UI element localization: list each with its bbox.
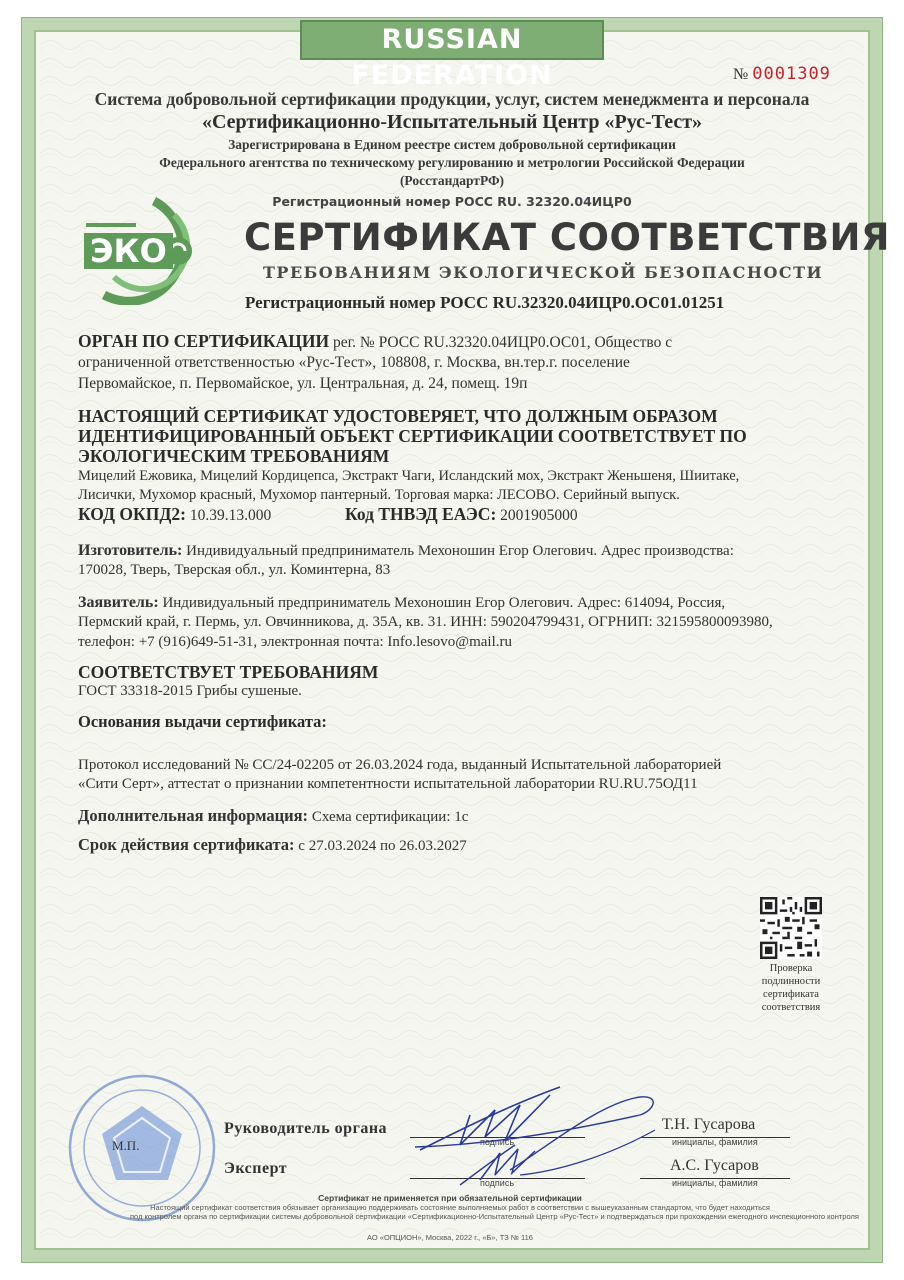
qr-caption-line-2: подлинности	[761, 976, 821, 987]
system-reg-number: Регистрационный номер РОСС RU. 32320.04ИЦР0	[272, 194, 632, 209]
manufacturer-line-1	[78, 540, 734, 562]
products-line-1: Мицелий Ежовика, Мицелий Кордицепса, Экстракт Чаги, Исландский мох, Экстракт Женьшеня, Шиитаке,	[78, 468, 740, 484]
expert-name: А.С. Гусаров	[670, 1157, 759, 1174]
head-sign-caption: подпись	[480, 1137, 515, 1147]
qr-caption-line-3: сертификата	[763, 989, 819, 1000]
applicant-line-1	[78, 592, 725, 614]
organ-label: ОРГАН ПО СЕРТИФИКАЦИИ	[78, 331, 330, 351]
applicant-line-2: Пермский край, г. Пермь, ул. Овчинникова, д. 35А, кв. 31. ИНН: 590204799431, ОГРНИП: 321595800093980,	[78, 614, 773, 630]
handwritten-signatures	[400, 1075, 670, 1195]
okpd-label: КОД ОКПД2:	[78, 504, 186, 524]
applicant-line-3: телефон: +7 (916)649-51-31, электронная почта: Info.lesovo@mail.ru	[78, 634, 513, 650]
okpd-value: 10.39.13.000	[189, 507, 272, 524]
header-rosstandart-line: (РосстандартРФ)	[399, 173, 505, 188]
organ-text-1: рег. № РОСС RU.32320.04ИЦР0.ОС01, Общество с	[332, 334, 673, 351]
header-registry-line: Зарегистрирована в Едином реестре систем добровольной сертификации	[228, 137, 676, 152]
statement-line-3: ЭКОЛОГИЧЕСКИМ ТРЕБОВАНИЯМ	[78, 446, 390, 466]
expert-label: Эксперт	[224, 1160, 288, 1177]
statement-line-1: НАСТОЯЩИЙ СЕРТИФИКАТ УДОСТОВЕРЯЕТ, ЧТО ДОЛЖНЫМ ОБРАЗОМ	[78, 406, 718, 426]
validity-text: с 27.03.2024 по 26.03.2027	[298, 838, 467, 854]
qr-caption	[746, 962, 836, 1014]
additional-text: Схема сертификации: 1с	[311, 809, 469, 825]
official-stamp	[62, 1070, 222, 1225]
validity-label: Срок действия сертификата:	[78, 835, 295, 854]
organ-line-1	[78, 330, 672, 353]
manufacturer-line-2: 170028, Тверь, Тверская обл., ул. Коминтерна, 83	[78, 562, 391, 578]
qr-code[interactable]	[760, 897, 822, 959]
certificate-subtitle: ТРЕБОВАНИЯМ ЭКОЛОГИЧЕСКОЙ БЕЗОПАСНОСТИ	[263, 263, 824, 282]
registration-number: Регистрационный номер РОСС RU.32320.04ИЦР0.ОС01.01251	[245, 293, 725, 312]
applicant-text-1: Индивидуальный предприниматель Мехоношин Егор Олегович. Адрес: 614094, Россия,	[162, 595, 726, 611]
footer-printer: АО «ОПЦИОН», Москва, 2022 г., «Б», ТЗ № 116	[367, 1233, 533, 1242]
stamp-label: М.П.	[112, 1138, 140, 1153]
organ-line-3: Первомайское, п. Первомайское, ул. Центральная, д. 24, помещ. 19п	[78, 375, 528, 392]
manufacturer-text-1: Индивидуальный предприниматель Мехоношин Егор Олегович. Адрес производства:	[186, 543, 734, 559]
manufacturer-label: Изготовитель:	[78, 542, 183, 559]
certificate-number	[733, 64, 831, 84]
okpd-code	[78, 503, 271, 526]
country-banner: RUSSIAN FEDERATION	[300, 20, 604, 60]
additional-label: Дополнительная информация:	[78, 806, 309, 825]
requirements-text: ГОСТ 33318-2015 Грибы сушеные.	[78, 683, 302, 699]
grounds-line-1: Протокол исследований № СС/24-02205 от 26.03.2024 года, выданный Испытательной лабораторией	[78, 757, 722, 773]
head-name: Т.Н. Гусарова	[662, 1116, 756, 1133]
footer-note: Сертификат не применяется при обязательной сертификации	[318, 1193, 582, 1203]
head-label: Руководитель органа	[224, 1120, 388, 1137]
expert-name-caption: инициалы, фамилия	[672, 1178, 758, 1188]
number-label: №	[733, 66, 749, 83]
head-name-caption: инициалы, фамилия	[672, 1137, 758, 1147]
grounds-label: Основания выдачи сертификата:	[78, 712, 327, 731]
footer-fine-2: под контролем органа по сертификации системы добровольной сертификации «Сертификационно-Испытательный Центр «Рус-Тест» и подтверждаться при прохождении ежегодного инспекционного контроля	[130, 1212, 859, 1221]
tnved-value: 2001905000	[500, 507, 578, 524]
applicant-label: Заявитель:	[78, 594, 159, 611]
qr-caption-line-1: Проверка	[769, 963, 813, 974]
header-system-line: Система добровольной сертификации продукции, услуг, систем менеджмента и персонала	[94, 89, 810, 109]
organ-line-2: ограниченной ответственностью «Рус-Тест», 108808, г. Москва, вн.тер.г. поселение	[78, 354, 630, 371]
expert-sign-caption: подпись	[480, 1178, 515, 1188]
eco-logo	[74, 195, 210, 305]
products-line-2: Лисички, Мухомор красный, Мухомор пантерный. Торговая марка: ЛЕСОВО. Серийный выпуск.	[78, 487, 680, 503]
number-value: 0001309	[752, 64, 831, 84]
header-agency-line: Федерального агентства по техническому регулированию и метрологии Российской Федерации	[159, 155, 745, 170]
additional-info	[78, 805, 468, 828]
requirements-label: СООТВЕТСТВУЕТ ТРЕБОВАНИЯМ	[78, 662, 379, 682]
certificate-title: СЕРТИФИКАТ СООТВЕТСТВИЯ	[244, 216, 890, 259]
qr-caption-line-4: соответствия	[761, 1002, 821, 1013]
tnved-code	[345, 503, 578, 526]
tnved-label: Код ТНВЭД ЕАЭС:	[345, 504, 497, 524]
grounds-line-2: «Сити Серт», аттестат о признании компетентности испытательной лаборатории RU.RU.75ОД11	[78, 776, 698, 792]
validity-info	[78, 834, 467, 857]
statement-line-2: ИДЕНТИФИЦИРОВАННЫЙ ОБЪЕКТ СЕРТИФИКАЦИИ СООТВЕТСТВУЕТ ПО	[78, 426, 747, 446]
header-center-name: «Сертификационно-Испытательный Центр «Рус-Тест»	[201, 111, 703, 133]
eco-logo-text: ЭКО	[84, 233, 173, 269]
footer-fine-1: Настоящий сертификат соответствия обязывает организацию поддерживать состояние выполняемых работ в соответствии с вышеуказанным стандартом, что будет находиться	[150, 1203, 770, 1212]
